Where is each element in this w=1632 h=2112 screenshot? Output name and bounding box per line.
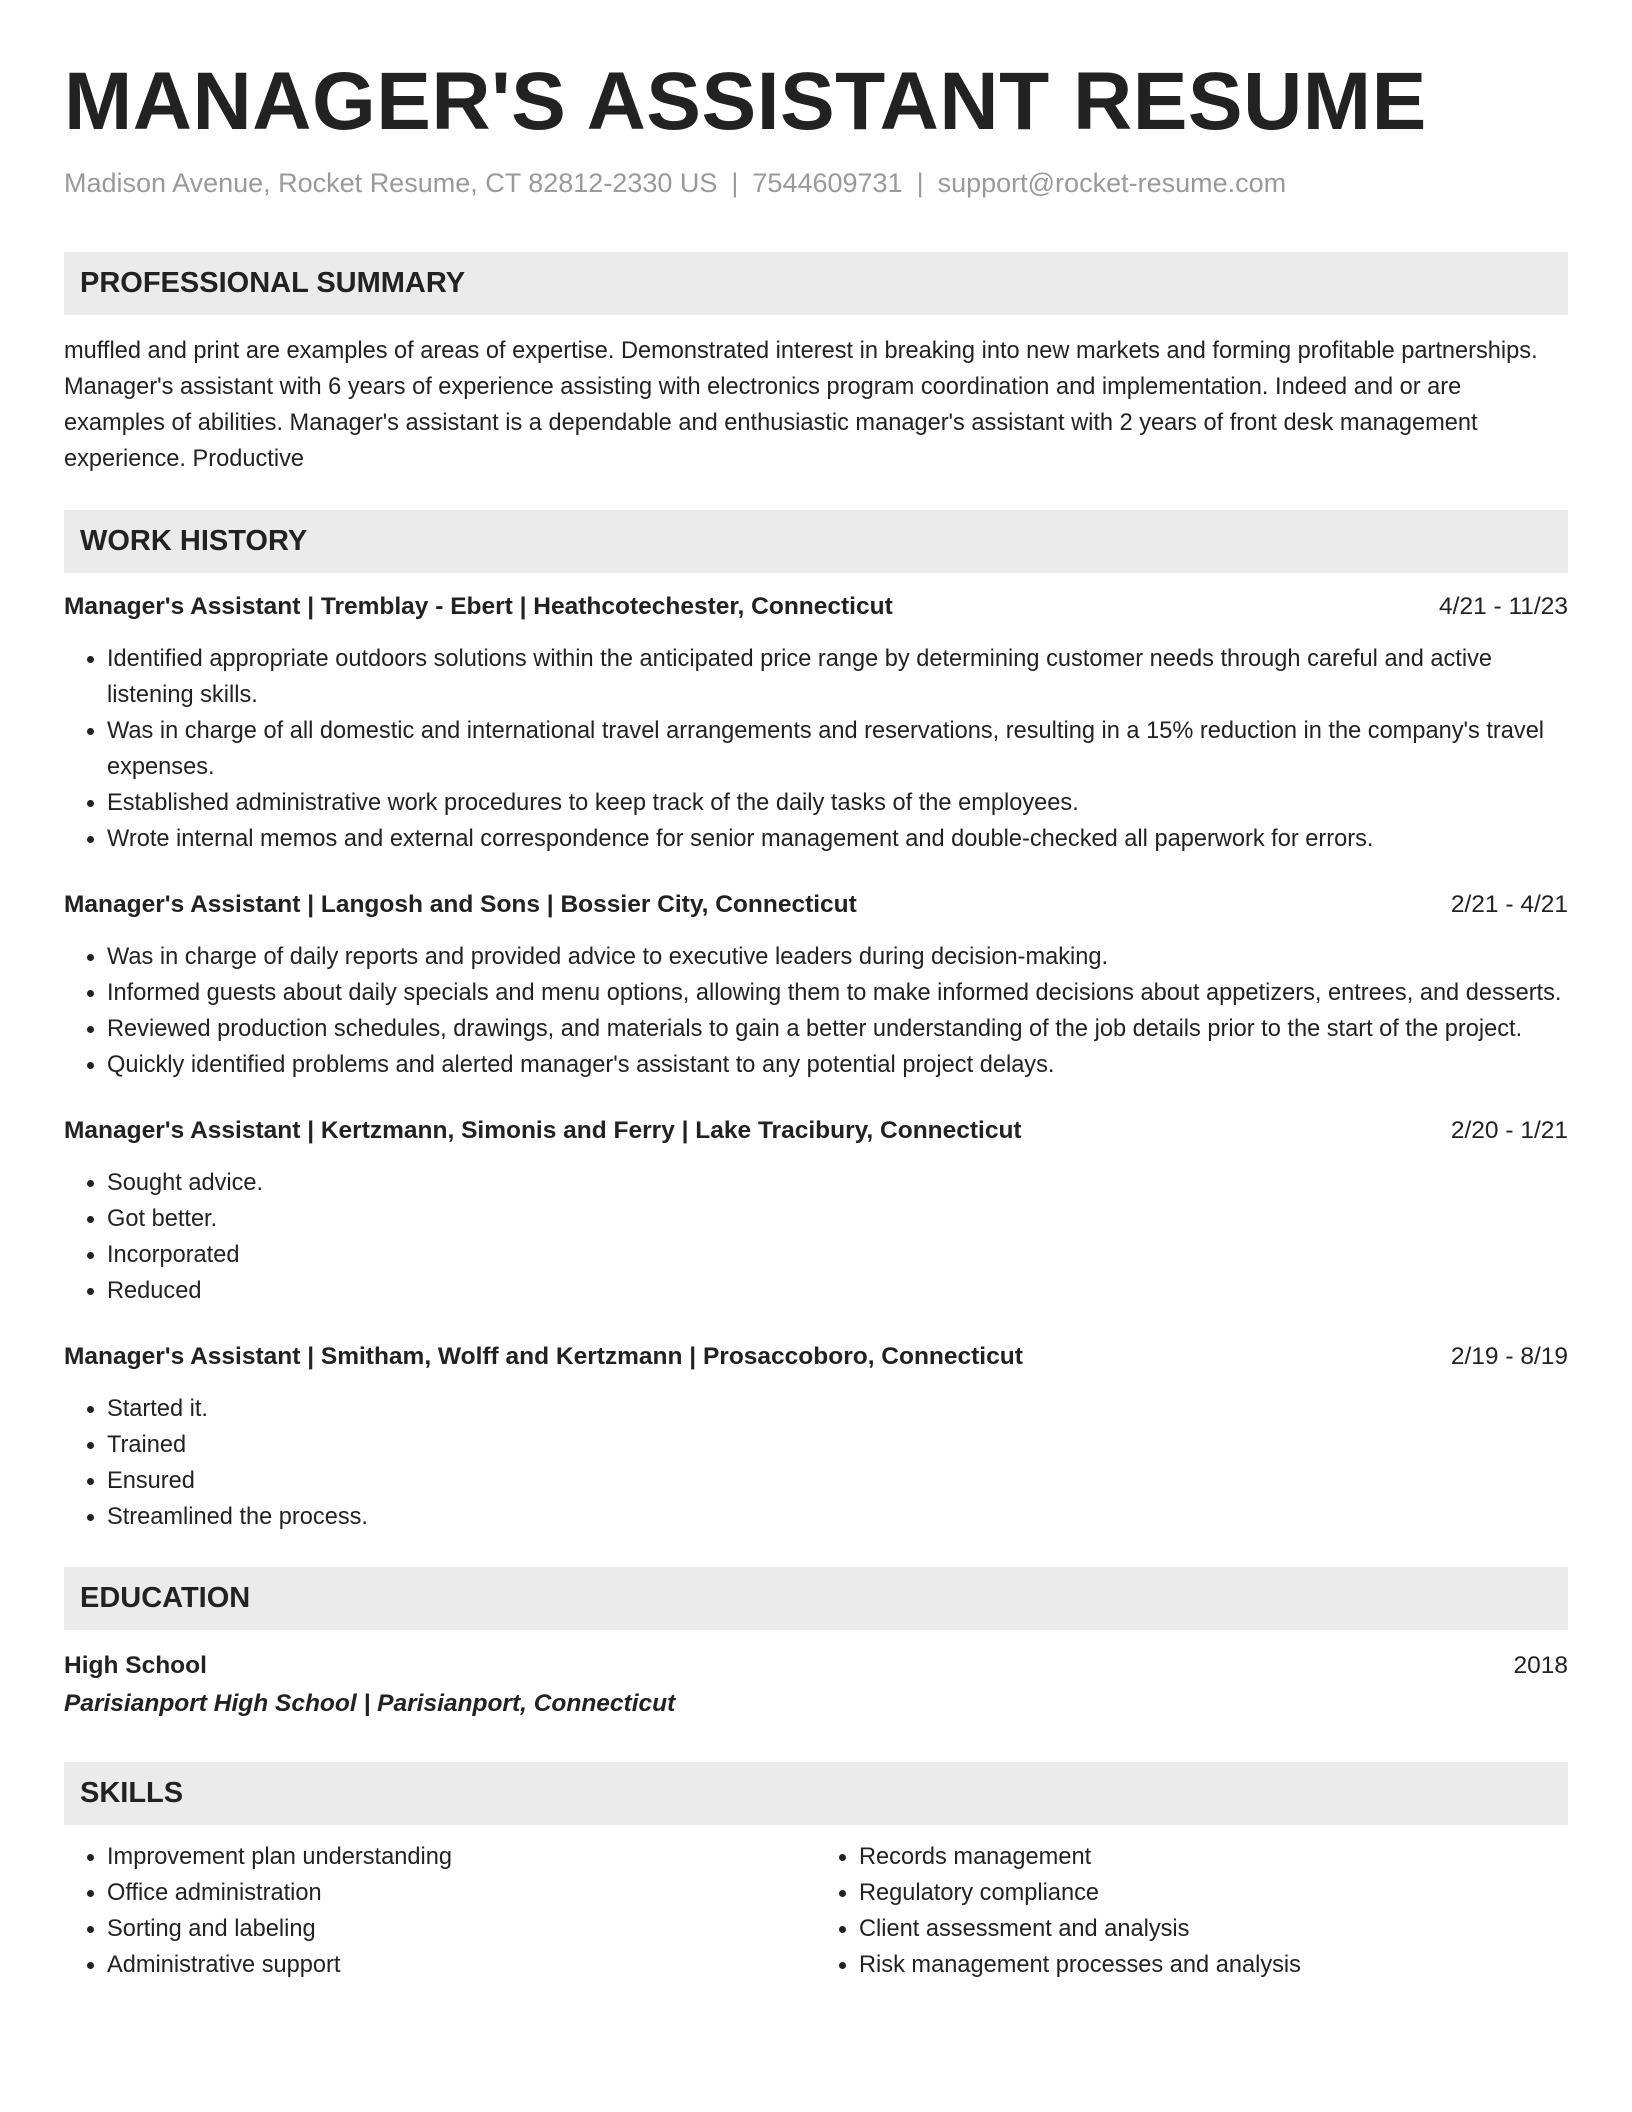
job-dates: 2/19 - 8/19 — [1450, 1343, 1568, 1370]
job-bullets — [64, 939, 1568, 1083]
list-item: • Reduced — [107, 1273, 1568, 1309]
list-item: • Sorting and labeling — [107, 1911, 816, 1947]
section-heading-skills: SKILLS — [64, 1762, 1568, 1825]
list-item: • Incorporated — [107, 1237, 1568, 1273]
job-dates: 4/21 - 11/23 — [1439, 593, 1568, 620]
contact-separator: | — [916, 168, 924, 198]
list-item: • Started it. — [107, 1391, 1568, 1427]
list-item: • Was in charge of daily reports and provided advice to executive leaders during decision-making. — [107, 939, 1568, 975]
list-item: • Was in charge of all domestic and international travel arrangements and reservations, resulting in a 15% reduction in the company's travel expenses. — [107, 713, 1568, 785]
list-item: • Identified appropriate outdoors solutions within the anticipated price range by determining customer needs through careful and active listening skills. — [107, 641, 1568, 713]
job-dates: 2/21 - 4/21 — [1450, 891, 1568, 918]
job-entry — [64, 1113, 1568, 1309]
list-item: • Established administrative work procedures to keep track of the daily tasks of the employees. — [107, 785, 1568, 821]
education-school: Parisianport High School | Parisianport, Connecticut — [64, 1690, 676, 1717]
job-entry — [64, 589, 1568, 857]
education-year: 2018 — [1513, 1652, 1568, 1679]
list-item: • Records management — [859, 1839, 1568, 1875]
list-item: • Regulatory compliance — [859, 1875, 1568, 1911]
job-bullets — [64, 641, 1568, 857]
list-item: • Quickly identified problems and alerted manager's assistant to any potential project delays. — [107, 1047, 1568, 1083]
list-item: • Office administration — [107, 1875, 816, 1911]
list-item: • Streamlined the process. — [107, 1499, 1568, 1535]
skills-left-column — [64, 1839, 816, 1983]
section-heading-education: EDUCATION — [64, 1567, 1568, 1630]
list-item: • Wrote internal memos and external correspondence for senior management and double-checked all paperwork for errors. — [107, 821, 1568, 857]
contact-separator: | — [731, 168, 739, 198]
summary-text: muffled and print are examples of areas of expertise. Demonstrated interest in breaking into new markets and forming profitable partnerships. Manager's assistant with 6 years of experience assisting with electronics program coordination and implementation. Indeed and or are examples of abilities. Manager's assistant is a dependable and enthusiastic manager's assistant with 2 years of front desk management experience. Productive — [64, 338, 1538, 472]
list-item: • Client assessment and analysis — [859, 1911, 1568, 1947]
education-degree: High School — [64, 1652, 207, 1679]
list-item: • Risk management processes and analysis — [859, 1947, 1568, 1983]
job-bullets — [64, 1391, 1568, 1535]
list-item: • Reviewed production schedules, drawings, and materials to gain a better understanding of the job details prior to the start of the project. — [107, 1011, 1568, 1047]
job-header — [64, 1113, 1568, 1149]
list-item: • Informed guests about daily specials and menu options, allowing them to make informed decisions about appetizers, entrees, and desserts. — [107, 975, 1568, 1011]
contact-address: Madison Avenue, Rocket Resume, CT 82812-2330 US — [64, 168, 718, 198]
list-item: • Got better. — [107, 1201, 1568, 1237]
job-header — [64, 589, 1568, 625]
list-item: • Ensured — [107, 1463, 1568, 1499]
job-title: Manager's Assistant | Smitham, Wolff and Kertzmann | Prosaccoboro, Connecticut — [64, 1343, 1023, 1370]
job-header — [64, 887, 1568, 923]
section-heading-summary: PROFESSIONAL SUMMARY — [64, 252, 1568, 315]
list-item: • Improvement plan understanding — [107, 1839, 816, 1875]
job-header — [64, 1339, 1568, 1375]
job-title: Manager's Assistant | Kertzmann, Simonis and Ferry | Lake Tracibury, Connecticut — [64, 1117, 1022, 1144]
job-bullets — [64, 1165, 1568, 1309]
contact-phone: 7544609731 — [752, 168, 903, 198]
section-heading-work-history: WORK HISTORY — [64, 510, 1568, 573]
education-header — [64, 1648, 1568, 1684]
job-title: Manager's Assistant | Langosh and Sons | Bossier City, Connecticut — [64, 891, 857, 918]
job-entry — [64, 887, 1568, 1083]
list-item: • Administrative support — [107, 1947, 816, 1983]
list-item: • Trained — [107, 1427, 1568, 1463]
contact-email: support@rocket-resume.com — [937, 168, 1287, 198]
contact-line — [64, 166, 1568, 200]
page-title: MANAGER'S ASSISTANT RESUME — [64, 56, 1427, 147]
skills-right-column — [816, 1839, 1568, 1983]
skills-columns — [64, 1839, 1568, 1983]
resume-page — [64, 0, 1568, 1983]
job-dates: 2/20 - 1/21 — [1450, 1117, 1568, 1144]
job-entry — [64, 1339, 1568, 1535]
job-title: Manager's Assistant | Tremblay - Ebert | Heathcotechester, Connecticut — [64, 593, 893, 620]
list-item: • Sought advice. — [107, 1165, 1568, 1201]
